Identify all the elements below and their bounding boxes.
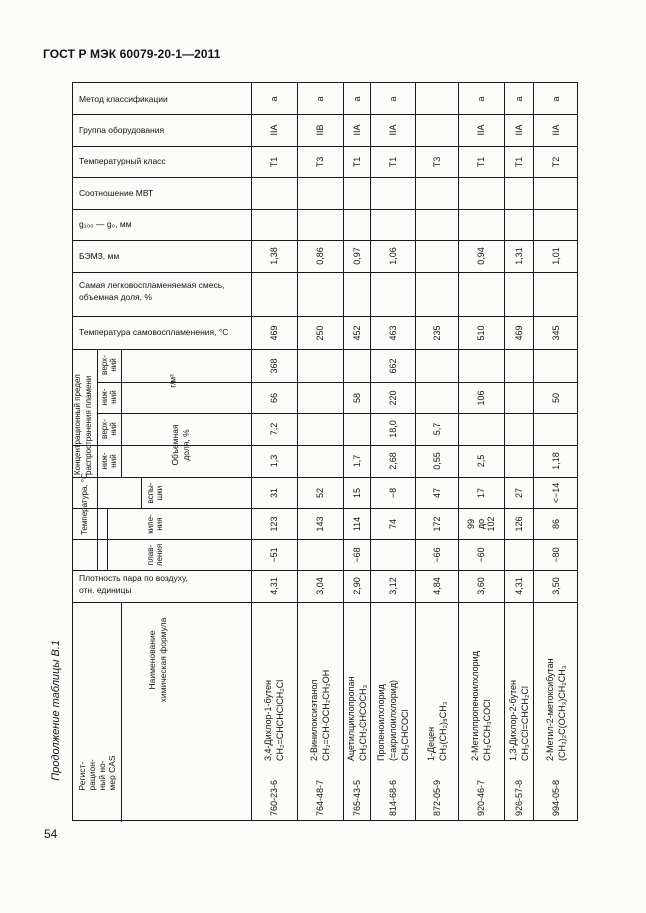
cell-vol_low: 1,18 [551,452,561,470]
cell-g_low: 50 [551,392,561,403]
row-line [73,570,577,571]
col-line [370,83,371,820]
cell-cas: 872-05-9 [431,779,442,816]
row-line [73,272,577,273]
cell-temp_class: T3 [315,156,325,167]
cell-formula: CH₂=CHCHClCH₂Cl [275,679,285,761]
cell-formula: (CH₃)₂C(OCH₃)CH₂CH₃ [557,665,567,761]
cell-cas: 994-05-8 [551,779,561,816]
label-boiling: кипе- ния [146,514,164,534]
cell-g_high: 662 [387,357,398,374]
row-line [73,539,577,540]
col-line [121,349,122,477]
row-line [73,445,577,446]
cell-method: a [269,95,279,102]
cell-melt: −66 [431,546,442,563]
cell-group: IIA [269,124,279,136]
label-upper-vol: верх- ний [100,419,118,439]
cell-melt: −60 [476,546,486,563]
col-line [251,83,252,820]
cell-g_low: 220 [387,389,398,406]
label-upper-g: верх- ний [100,355,118,375]
cell-cas: 764-48-7 [315,779,325,816]
cell-autoign: 452 [351,324,362,341]
cell-boil: 74 [387,518,398,529]
label-flash: вспы- шки [146,482,164,504]
cell-density: 3,12 [387,577,398,595]
cell-g_high: 368 [269,357,279,374]
cell-g_low: 58 [351,392,362,403]
label-temperature: Температура, °С [80,473,89,535]
col-line [121,602,122,822]
cell-mesg: 0,86 [315,247,325,265]
cell-mesg: 0,97 [351,247,362,265]
cell-boil: 123 [269,515,279,532]
cell-flash: 17 [476,487,486,498]
label-temp-class: Температурный класс [79,156,166,166]
cell-temp_class: T1 [351,156,362,167]
cell-name: 1-Децен [425,726,436,761]
label-name-formula-1: Наименование [147,630,157,690]
cell-vol_high: 7,2 [269,422,279,436]
cell-boil: 172 [431,515,442,532]
cell-melt: −51 [269,546,279,563]
cell-temp_class: T2 [551,156,561,167]
cell-boil: 114 [351,516,362,531]
cell-method: a [351,95,362,102]
label-group: Группа оборудования [79,125,165,135]
row-line [73,602,577,603]
cell-autoign: 250 [315,324,325,341]
cell-autoign: 463 [387,324,398,341]
label-g-m3: г/м³ [168,374,178,388]
cell-formula: CH₂CH₂CHCOCH₃ [357,684,368,761]
cell-temp_class: T3 [431,156,442,167]
row-line [73,477,577,478]
cell-autoign: 510 [476,324,486,341]
cell-formula: CH₂CHCOCl [399,709,410,761]
table-caption: Продолжение таблицы В.1 [50,640,62,781]
cell-flash: 31 [269,487,279,498]
cell-flash: <−14 [551,482,561,503]
cell-mesg: 1,31 [513,247,524,265]
cell-name: 2-Метилпропеноилхлорид [470,651,480,761]
col-line [458,83,459,820]
cell-autoign: 345 [551,324,561,341]
cell-name: Ацетилциклопропан [345,676,356,761]
cell-cas: 920-46-7 [476,779,486,816]
label-lower-g: ниж- ний [100,388,118,406]
cell-group: IIA [387,124,398,136]
label-melting: плав- ления [146,543,164,567]
col-line [97,349,98,477]
cell-mesg: 1,38 [269,247,279,265]
cell-formula: CH₃CCl=CHCH₂Cl [519,686,530,761]
cell-boil: 126 [513,515,524,532]
cell-name: 2-Винилоксиэтанол [309,679,319,761]
cell-mesg: 1,06 [387,247,398,265]
cell-formula: CH₂=CH-OCH₂CH₂OH [321,669,331,761]
cell-autoign: 235 [431,324,442,341]
cell-flash: 27 [513,487,524,498]
cell-density: 3,04 [315,577,325,595]
label-mesg: БЭМЗ, мм [79,251,120,261]
cell-flash: −8 [387,487,398,498]
cell-name: 3,4-Дихлор-1-бутен [263,680,273,761]
row-line [73,209,577,210]
row-line [73,316,577,317]
col-line [107,539,108,570]
data-table [72,82,578,821]
cell-name: Пропеноилхлорид (=акрилоилхлорид) [375,679,398,761]
cell-g_low: 66 [269,392,279,403]
cell-group: IIB [315,124,325,136]
cell-mesg: 1,01 [551,247,561,265]
label-autoignition: Температура самовоспламенения, °С [79,327,229,337]
label-method: Метод классификации [79,94,168,104]
cell-mesg: 0,94 [476,247,486,265]
cell-boil: 99 до 102 [466,515,496,532]
cell-cas: 760-23-6 [269,779,279,816]
label-mesg-diff: g₁₀₀ — g₀, мм [79,219,132,229]
col-line [107,508,108,539]
row-line [73,146,577,147]
cell-density: 4,31 [513,577,524,595]
cell-boil: 143 [315,515,325,532]
col-line [297,83,298,820]
label-conc-limit-2: распространения пламени [84,375,93,475]
cell-group: IIA [551,124,561,136]
cell-boil: 86 [551,518,561,529]
cell-temp_class: T1 [476,156,486,167]
col-line [504,83,505,820]
cell-density: 3,50 [551,577,561,595]
cell-flash: 47 [431,487,442,498]
label-vapor-density-2: отн. единицы [79,585,132,595]
cell-autoign: 469 [269,324,279,341]
col-line [533,83,534,820]
cell-vol_low: 2,5 [476,454,486,468]
label-lower-vol: ниж- ний [100,452,118,470]
cell-method: a [551,95,561,102]
cell-density: 3,60 [476,577,486,595]
cell-temp_class: T1 [269,156,279,167]
cell-density: 4,84 [431,577,442,595]
cell-group: IIA [351,124,362,136]
cell-group: IIA [476,124,486,136]
cell-vol_low: 1,3 [269,454,279,468]
cell-density: 4,31 [269,577,279,595]
cell-method: a [476,95,486,102]
cell-vol_low: 1,7 [351,454,362,468]
cell-melt: −80 [551,546,561,563]
cell-g_low: 106 [476,389,486,406]
page-number: 54 [44,827,58,841]
label-conc-limit-1: Концентрационный предел [73,374,82,475]
document-header: ГОСТ Р МЭК 60079-20-1—2011 [43,47,221,61]
cell-temp_class: T1 [513,156,524,167]
row-line [73,177,577,178]
cell-name: 2-Метил-2-метоксибутан [545,658,555,761]
col-line [97,477,98,571]
label-vapor-density-1: Плотность пара по воздуху, [79,573,188,583]
cell-method: a [513,95,524,102]
label-cas: Регист- рацион- ный но- мер CAS [77,755,117,791]
row-line [73,114,577,115]
cell-density: 2,90 [351,577,362,595]
label-mixture-1: Самая легковоспламеняемая смесь, [79,280,225,290]
cell-temp_class: T1 [387,156,398,167]
cell-melt: −68 [351,546,362,563]
row-line [73,240,577,241]
row-line [73,349,577,350]
col-line [141,477,142,508]
cell-method: a [315,95,325,102]
cell-vol_low: 0,55 [431,452,442,470]
cell-cas: 814-68-6 [387,779,398,816]
label-mixture-2: объемная доля, % [79,292,152,302]
cell-formula: CH₂CCH₃COCl [482,699,492,761]
label-mesg-ratio: Соотношение МВТ [79,188,154,198]
cell-group: IIA [513,124,524,136]
cell-formula: CH₂(CH₂)₈CH₃ [437,701,448,761]
col-line [415,83,416,820]
cell-cas: 765-43-5 [351,779,362,816]
label-vol-fraction: Объемная доля, % [170,424,191,466]
cell-cas: 926-57-8 [513,779,524,816]
cell-vol_high: 18,0 [387,420,398,438]
cell-vol_low: 2,68 [387,452,398,470]
cell-vol_high: 5,7 [431,422,442,436]
row-line [73,508,577,509]
cell-name: 1,3-Дихлор-2-бутен [507,680,518,761]
cell-autoign: 469 [513,324,524,341]
col-line [343,83,344,820]
label-name-formula-2: химическая формула [158,617,168,703]
cell-flash: 15 [351,487,362,498]
row-line [97,413,577,414]
cell-flash: 52 [315,487,325,498]
cell-method: a [387,95,398,102]
